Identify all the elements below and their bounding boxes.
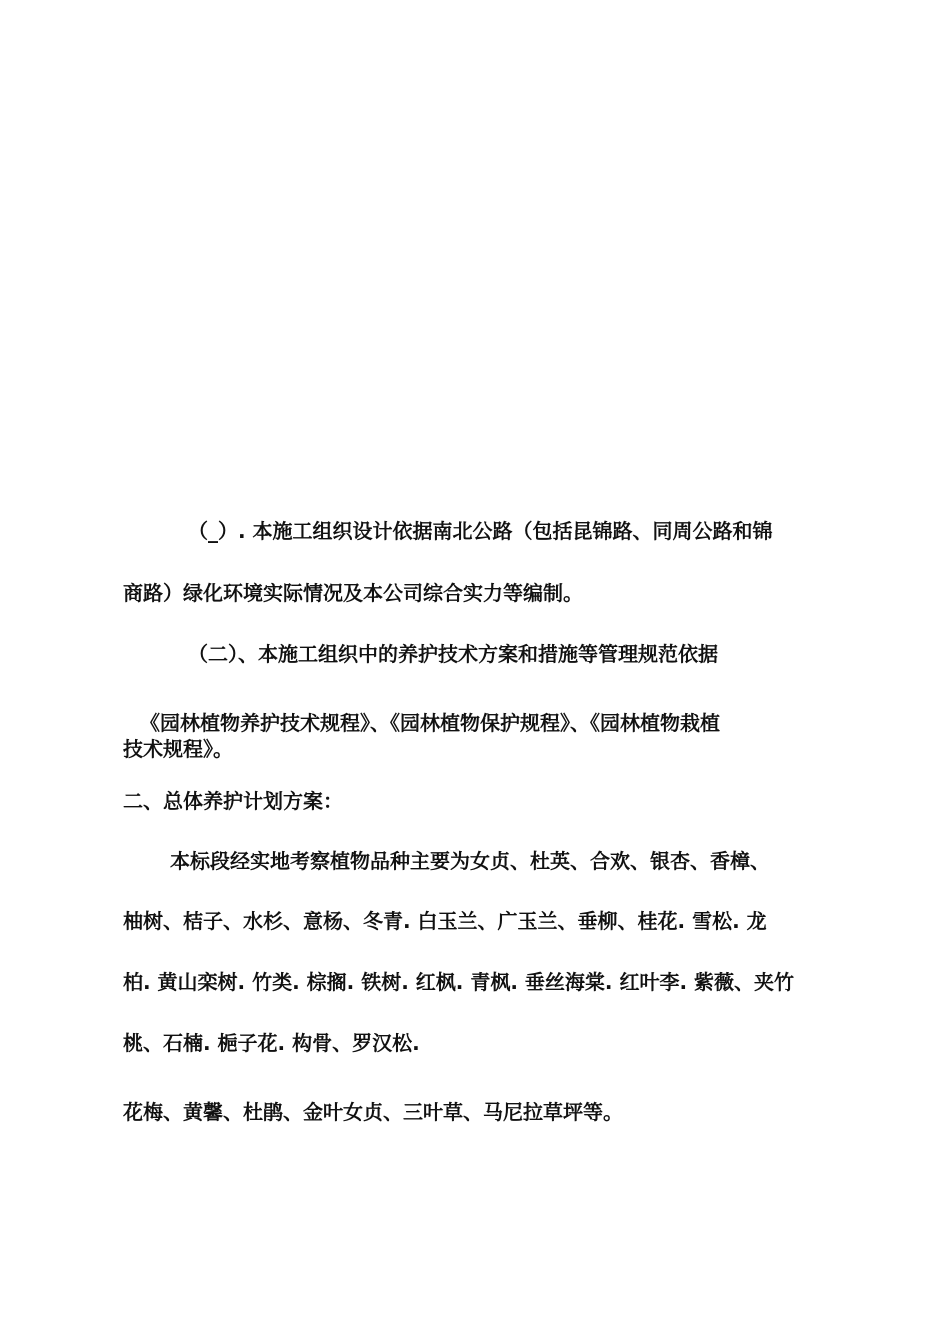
regulations-line-2: 技术规程》。 bbox=[123, 737, 233, 761]
plant-species-line-2: 柚树、桔子、水杉、意杨、冬青. 白玉兰、广玉兰、垂柳、桂花. 雪松. 龙 bbox=[123, 909, 767, 933]
regulations-list bbox=[123, 710, 820, 762]
paragraph-basis-line-2: 商路）绿化环境实际情况及本公司综合实力等编制。 bbox=[123, 581, 583, 605]
plant-species-line-3: 柏. 黄山栾树. 竹类. 棕搁. 铁树. 红枫. 青枫. 垂丝海棠. 红叶李. 紫薇、夹竹 bbox=[123, 970, 795, 994]
regulations-line-1: 《园林植物养护技术规程》、《园林植物保护规程》、《园林植物栽植 bbox=[140, 711, 720, 735]
plant-species-line-1: 本标段经实地考察植物品种主要为女贞、杜英、合欢、银杏、香樟、 bbox=[170, 849, 770, 873]
section-two-heading: （二）、本施工组织中的养护技术方案和措施等管理规范依据 bbox=[188, 642, 718, 666]
plant-species-line-5: 花梅、黄馨、杜鹃、金叶女贞、三叶草、马尼拉草坪等。 bbox=[123, 1100, 623, 1124]
paragraph-basis-line-1: （_）. 本施工组织设计依据南北公路（包括昆锦路、同周公路和锦 bbox=[188, 519, 773, 543]
plan-heading: 二、总体养护计划方案： bbox=[123, 789, 343, 813]
plant-species-line-4: 桃、石楠. 梔子花. 构骨、罗汉松. bbox=[123, 1031, 420, 1055]
